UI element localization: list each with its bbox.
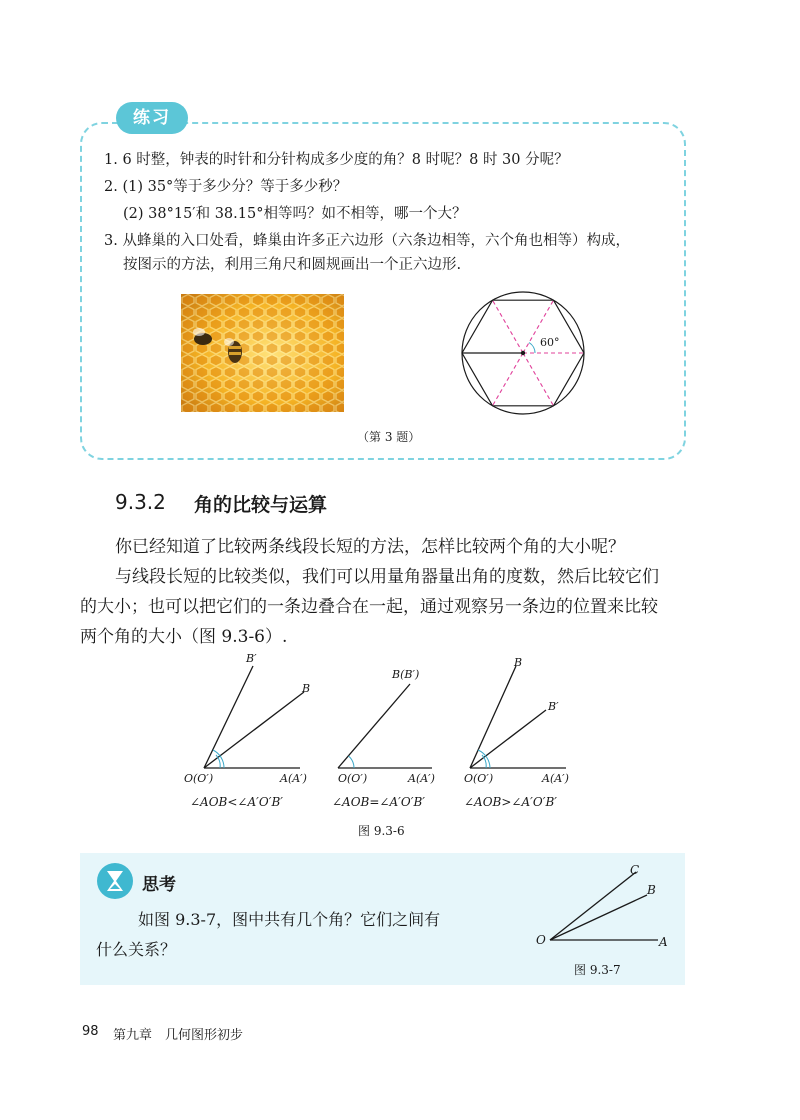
exercise-box	[80, 122, 686, 460]
chapter-title: 第九章 几何图形初步	[113, 1028, 244, 1043]
figure-937	[534, 862, 674, 952]
page-number: 98	[82, 1024, 99, 1039]
think-line: 什么关系？	[96, 940, 177, 959]
hourglass-icon	[96, 862, 134, 900]
label: A	[659, 935, 668, 949]
label: B(B′)	[392, 668, 420, 681]
honeycomb-photo	[181, 294, 344, 412]
hexagon-figure	[458, 291, 588, 421]
section-title: 角的比较与运算	[194, 494, 328, 516]
label: A(A′)	[280, 772, 307, 785]
exercise-tab: 练习	[116, 102, 188, 134]
panel-3	[464, 656, 569, 785]
panel-1	[184, 652, 310, 785]
label: O	[536, 933, 546, 947]
paragraph-line: 与线段长短的比较类似，我们可以用量角器量出角的度数，然后比较它们	[115, 567, 659, 587]
exercise-item-3-cont: 按图示的方法，利用三角尺和圆规画出一个正六边形.	[123, 257, 462, 273]
label: B	[514, 656, 523, 669]
relation: ∠AOB<∠A′O′B′	[190, 795, 283, 809]
paragraph-line: 你已经知道了比较两条线段长短的方法，怎样比较两个角的大小呢？	[115, 537, 625, 557]
think-title: 思考	[142, 875, 176, 895]
angle-comparison-figure	[180, 650, 610, 815]
exercise-caption: （第 3 题）	[357, 430, 421, 444]
paragraph-line: 的大小；也可以把它们的一条边叠合在一起，通过观察另一条边的位置来比较	[80, 597, 658, 617]
exercise-item-2: 2. (1) 35°等于多少分？等于多少秒？	[104, 179, 348, 195]
label: O(O′)	[464, 772, 494, 785]
panel-2	[338, 668, 435, 785]
relation: ∠AOB=∠A′O′B′	[332, 795, 425, 809]
exercise-item-3: 3. 从蜂巢的入口处看，蜂巢由许多正六边形（六条边相等，六个角也相等）构成，	[104, 233, 630, 249]
figure-caption: 图 9.3-6	[358, 824, 405, 838]
label: B′	[246, 652, 257, 665]
exercise-item-1: 1. 6 时整，钟表的时针和分针构成多少度的角？8 时呢？8 时 30 分呢？	[104, 152, 569, 168]
label: O(O′)	[338, 772, 368, 785]
label: B′	[548, 700, 559, 713]
label: C	[630, 863, 640, 877]
angle-label: 60°	[540, 336, 560, 349]
label: O(O′)	[184, 772, 214, 785]
paragraph-line: 两个角的大小（图 9.3-6）.	[80, 627, 288, 647]
label: A(A′)	[542, 772, 569, 785]
label: B	[647, 883, 656, 897]
figure-caption: 图 9.3-7	[574, 963, 621, 977]
relation: ∠AOB>∠A′O′B′	[464, 795, 557, 809]
label: A(A′)	[408, 772, 435, 785]
section-number: 9.3.2	[115, 490, 166, 514]
think-line: 如图 9.3-7，图中共有几个角？它们之间有	[138, 910, 441, 929]
exercise-item-2-2: (2) 38°15′和 38.15°相等吗？如不相等，哪一个大？	[123, 206, 467, 222]
label: B	[302, 682, 311, 695]
